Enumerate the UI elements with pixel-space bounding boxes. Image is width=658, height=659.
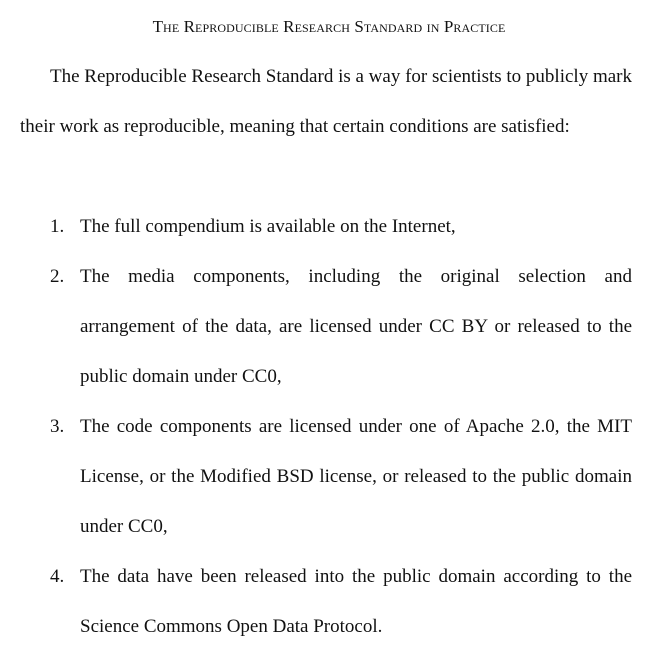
list-number: 3. [50, 416, 65, 437]
section-heading: The Reproducible Research Standard in Practice [152, 17, 506, 36]
conditions-list [0, 202, 658, 652]
condition-text: The media components, including the original selection and arrangement of the data, are licensed under CC BY or released to the public domain under CC0, [80, 266, 632, 387]
list-number: 1. [50, 216, 65, 237]
condition-text: The data have been released into the public domain according to the Science Commons Open Data Protocol. [80, 566, 632, 637]
list-number: 4. [50, 566, 65, 587]
condition-item-2 [0, 252, 632, 402]
condition-item-4 [0, 552, 632, 652]
list-number: 2. [50, 266, 65, 287]
condition-item-3 [0, 402, 632, 552]
condition-text: The full compendium is available on the Internet, [80, 216, 456, 237]
condition-item-1 [0, 202, 632, 252]
condition-text: The code components are licensed under one of Apache 2.0, the MIT License, or the Modified BSD license, or released to the public domain under CC0, [80, 416, 632, 537]
intro-paragraph: The Reproducible Research Standard is a way for scientists to publicly mark their work as reproducible, meaning that certain conditions are satisfied: [20, 66, 632, 137]
